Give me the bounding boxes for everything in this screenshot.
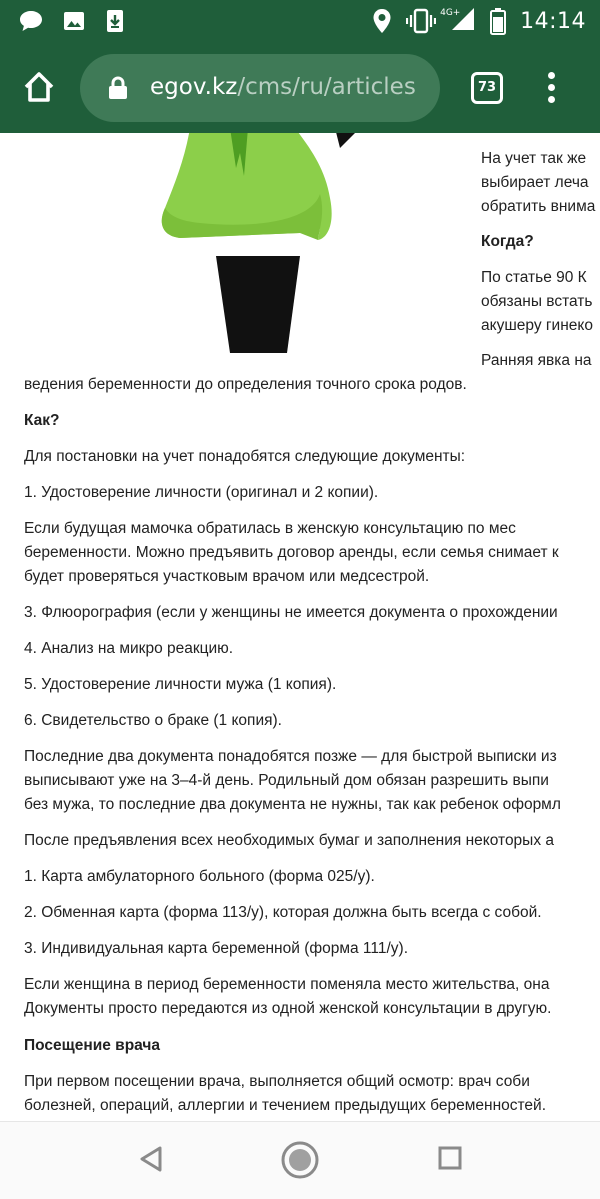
list-item: 6. Свидетельство о браке (1 копия). [24,712,282,729]
lock-icon [108,76,128,100]
text-line: При первом посещении врача, выполняется общий осмотр: врач соби [24,1073,530,1090]
paragraph: После предъявления всех необходимых бумаг и заполнения некоторых а [24,832,554,849]
battery-icon [490,7,506,35]
recents-icon[interactable] [436,1144,464,1172]
home-circle-icon[interactable] [280,1140,320,1180]
browser-toolbar [0,44,600,133]
system-nav-bar [0,1121,600,1199]
text-line: По статье 90 К [481,269,587,286]
pregnant-woman-illustration [140,133,360,358]
text-line: Если женщина в период беременности поменяла место жительства, она [24,976,550,993]
download-icon [104,8,126,34]
text-line: болезней, операций, аллергии и течением предыдущих беременностей. [24,1097,547,1114]
text-line: обратить внима [481,198,596,215]
text-line: будет проверяться участковым врачом или медсестрой. [24,568,430,585]
paragraph: Для постановки на учет понадобятся следующие документы: [24,448,466,465]
section-heading-how: Как? [24,412,60,429]
text-line: ведения беременности до определения точного срока родов. [24,376,467,393]
home-icon[interactable] [22,70,56,104]
list-item: 3. Флюорография (если у женщины не имеется документа о прохождении [24,604,558,621]
url-path: /cms/ru/articles [237,74,416,100]
network-type: 4G+ [440,8,461,18]
list-item: 3. Индивидуальная карта беременной (форма 111/у). [24,940,409,957]
text-line: Ранняя явка на [481,352,592,369]
url-text [150,74,416,100]
url-host: egov.kz [150,74,238,100]
text-line: Документы просто передаются из одной женской консультации в другую. [24,1000,552,1017]
status-bar [0,0,600,44]
list-item: 2. Обменная карта (форма 113/у), которая должна быть всегда с собой. [24,904,542,921]
back-icon[interactable] [136,1144,166,1174]
text-line: выписывают уже на 3–4-й день. Родильный дом обязан разрешить выпи [24,772,549,789]
tab-switcher-button[interactable]: 73 [471,72,503,104]
signal-icon [440,6,476,36]
text-line: акушеру гинеко [481,317,593,334]
text-line: На учет так же [481,150,587,167]
address-bar[interactable] [80,54,440,122]
text-line: без мужа, то последние два документа не нужны, так как ребенок оформл [24,796,561,813]
list-item: 4. Анализ на микро реакцию. [24,640,234,657]
text-line: беременности. Можно предъявить договор аренды, если семья снимает к [24,544,559,561]
text-line: Если будущая мамочка обратилась в женскую консультацию по мес [24,520,516,537]
image-icon [62,9,86,33]
text-line: выбирает леча [481,174,589,191]
list-item: 1. Карта амбулаторного больного (форма 025/у). [24,868,375,885]
section-heading-when: Когда? [481,233,534,250]
clock: 14:14 [520,8,586,34]
article-content [0,133,600,1121]
vibrate-icon [406,8,436,34]
chat-bubble-icon [18,9,44,33]
overflow-menu-icon[interactable] [548,72,556,108]
list-item: 5. Удостоверение личности мужа (1 копия). [24,676,337,693]
text-line: обязаны встать [481,293,593,310]
text-line: Последние два документа понадобятся позже — для быстрой выписки из [24,748,557,765]
list-item: 1. Удостоверение личности (оригинал и 2 копии). [24,484,379,501]
section-heading-visit: Посещение врача [24,1037,161,1054]
location-icon [372,8,392,34]
